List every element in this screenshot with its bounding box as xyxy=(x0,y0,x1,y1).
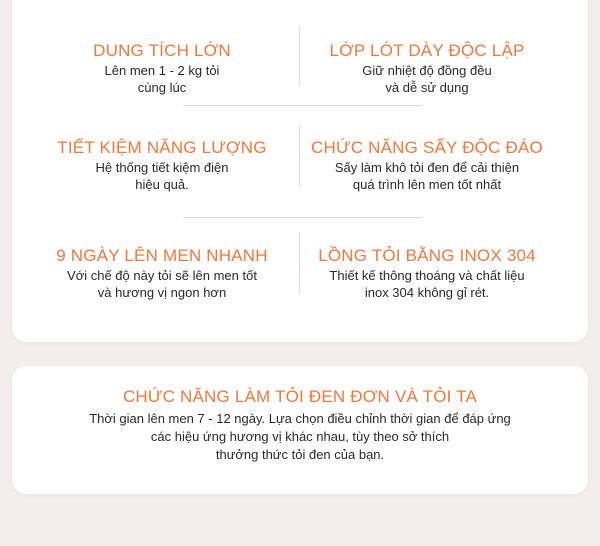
feature-desc-line: Lên men 1 - 2 kg tỏi xyxy=(104,63,220,78)
feature-drying-function xyxy=(307,137,547,193)
column-divider xyxy=(299,232,300,294)
feature-desc-line: Hệ thống tiết kiệm điện xyxy=(95,160,229,175)
feature-desc-line: inox 304 không gỉ rét. xyxy=(364,285,490,300)
column-divider xyxy=(299,26,300,86)
feature-desc xyxy=(307,267,547,301)
feature-desc-line: và hương vị ngon hơn xyxy=(97,285,227,300)
row-divider xyxy=(183,105,423,106)
feature-desc-line: Sấy làm khô tỏi đen để cải thiện xyxy=(334,160,520,175)
feature-desc-line: và dễ sử dụng xyxy=(385,80,469,95)
feature-inner-lining xyxy=(307,40,547,96)
column-divider xyxy=(299,126,300,186)
feature-desc-line: cùng lúc xyxy=(137,80,187,95)
feature-desc-line: Giữ nhiệt độ đồng đều xyxy=(362,63,492,78)
black-garlic-card xyxy=(12,366,588,494)
black-garlic-title: CHỨC NĂNG LÀM TỎI ĐEN ĐƠN VÀ TỎI TA xyxy=(122,387,478,406)
black-garlic-desc-line: các hiệu ứng hương vị khác nhau, tùy theo sở thích xyxy=(150,429,450,444)
feature-title: CHỨC NĂNG SẤY ĐỘC ĐÁO xyxy=(311,138,543,157)
feature-desc xyxy=(307,159,547,193)
feature-energy-saving xyxy=(42,137,282,193)
feature-title: LỒNG TỎI BẰNG INOX 304 xyxy=(318,246,536,265)
feature-desc xyxy=(42,62,282,96)
black-garlic-desc xyxy=(50,410,550,464)
black-garlic-desc-line: Thời gian lên men 7 - 12 ngày. Lựa chọn điều chỉnh thời gian để đáp ứng xyxy=(89,411,511,426)
feature-fast-fermentation xyxy=(42,245,282,301)
feature-title: TIẾT KIỆM NĂNG LƯỢNG xyxy=(57,138,267,157)
feature-title: DUNG TÍCH LỚN xyxy=(93,41,231,60)
row-divider xyxy=(183,217,423,218)
feature-desc xyxy=(42,159,282,193)
feature-title: 9 NGÀY LÊN MEN NHANH xyxy=(56,246,268,265)
feature-desc xyxy=(307,62,547,96)
feature-desc-line: quá trình lên men tốt nhất xyxy=(352,177,502,192)
feature-desc-line: Thiết kế thông thoáng và chất liệu xyxy=(329,268,525,283)
features-card xyxy=(12,0,588,342)
feature-desc xyxy=(42,267,282,301)
feature-title: LỚP LÓT DÀY ĐỘC LẬP xyxy=(329,41,525,60)
feature-capacity xyxy=(42,40,282,96)
feature-desc-line: Với chế độ này tỏi sẽ lên men tốt xyxy=(67,268,257,283)
feature-stainless-basket xyxy=(307,245,547,301)
feature-desc-line: hiệu quả. xyxy=(135,177,189,192)
black-garlic-desc-line: thưởng thức tỏi đen của bạn. xyxy=(215,447,385,462)
